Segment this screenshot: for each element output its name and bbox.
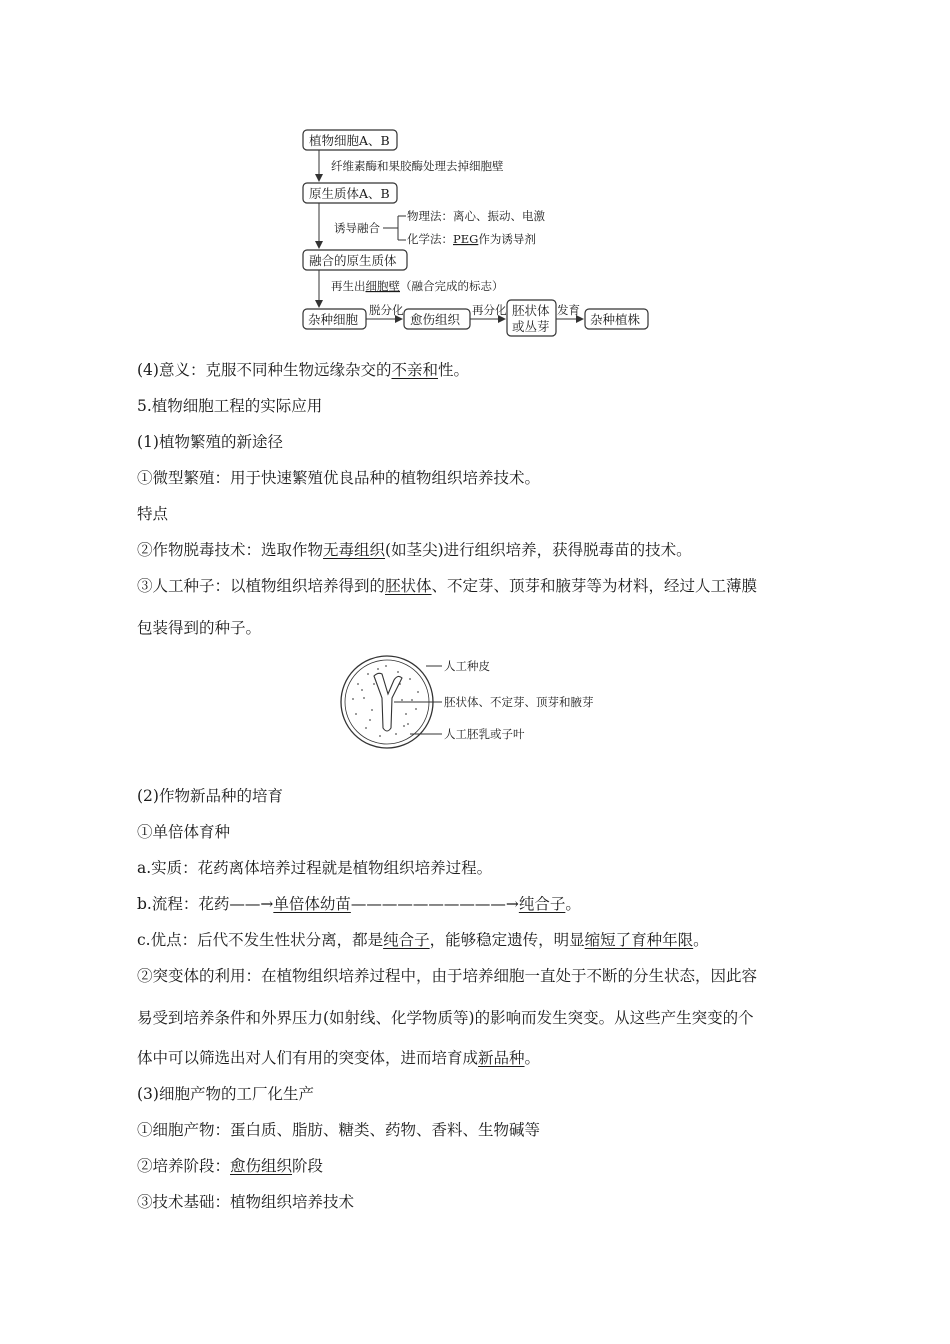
para-stage: ②培养阶段：愈伤组织阶段 [137,1157,324,1175]
para-tech-basis: ③技术基础：植物组织培养技术 [137,1193,355,1211]
flow-dediff: 脱分化 [369,303,404,317]
heading-5-2: (2)作物新品种的培育 [137,787,283,805]
flow-box-plant-cells-text: 植物细胞A、B [309,133,390,148]
flow-regen-a: 再生出 [331,279,366,293]
artificial-seed-diagram [338,654,638,754]
para-flow: b.流程：花药——→单倍体幼苗——————————→纯合子。 [137,895,581,913]
svg-text:再生出细胞壁（融合完成的标志） [331,279,504,293]
flow-induce-fusion: 诱导融合 [334,221,380,235]
para-artificial-seed: ③人工种子：以植物组织培养得到的胚状体、不定芽、顶芽和腋芽等为材料，经过人工薄膜 [137,577,758,595]
flow-physical-method: 物理法：离心、振动、电激 [407,209,545,223]
label-feature: 特点 [137,505,169,523]
flow-box-callus-text: 愈伤组织 [410,312,461,327]
para-mutant-3: 体中可以筛选出对人们有用的突变体，进而培育成新品种。 [137,1049,541,1067]
flow-develop: 发育 [557,303,580,317]
protoplast-fusion-flowchart [0,0,950,345]
flow-rediff: 再分化 [472,303,507,317]
para-mutant-1: ②突变体的利用：在植物组织培养过程中，由于培养细胞一直处于不断的分生状态，因此容 [137,967,758,985]
heading-5-1: (1)植物繁殖的新途径 [137,433,283,451]
flow-chemical-rest: 作为诱导剂 [478,232,536,246]
svg-text:化学法：PEG作为诱导剂 [407,232,536,246]
para-artificial-seed-2: 包装得到的种子。 [137,619,262,637]
para-mutant-2: 易受到培养条件和外界压力(如射线、化学物质等)的影响而发生突变。从这些产生突变的个 [137,1009,754,1027]
flow-chemical-label: 化学法： [407,232,453,246]
flow-box-protoplasts-text: 原生质体A、B [309,186,390,201]
para-products: ①细胞产物：蛋白质、脂肪、糖类、药物、香料、生物碱等 [137,1121,541,1139]
para-micropropagation: ①微型繁殖：用于快速繁殖优良品种的植物组织培养技术。 [137,469,541,487]
label-seed-endosperm: 人工胚乳或子叶 [444,727,525,741]
flow-regen-b: （融合完成的标志） [400,279,504,293]
flow-box-hybrid-cell-text: 杂种细胞 [308,312,359,327]
para-detox: ②作物脱毒技术：选取作物无毒组织(如茎尖)进行组织培养，获得脱毒苗的技术。 [137,541,692,559]
flow-box-embryo-line2: 或丛芽 [512,319,550,334]
flow-chemical-peg: PEG [453,232,479,246]
label-seed-embryo: 胚状体、不定芽、顶芽和腋芽 [444,695,594,709]
para-advantage: c.优点：后代不发生性状分离，都是纯合子，能够稳定遗传，明显缩短了育种年限。 [137,931,709,949]
flow-regen-wall: 细胞壁 [365,279,400,293]
heading-haploid: ①单倍体育种 [137,823,231,841]
para-significance: (4)意义：克服不同种生物远缘杂交的不亲和性。 [137,361,469,379]
flow-box-hybrid-plant-text: 杂种植株 [590,312,641,327]
flow-box-fused-text: 融合的原生质体 [309,253,397,268]
flow-box-embryo-line1: 胚状体 [512,303,550,318]
heading-5-3: (3)细胞产物的工厂化生产 [137,1085,314,1103]
heading-section-5: 5.植物细胞工程的实际应用 [137,397,323,415]
label-seed-coat: 人工种皮 [444,659,490,673]
flow-step-enzyme: 纤维素酶和果胶酶处理去掉细胞壁 [331,159,504,173]
para-essence: a.实质：花药离体培养过程就是植物组织培养过程。 [137,859,493,877]
